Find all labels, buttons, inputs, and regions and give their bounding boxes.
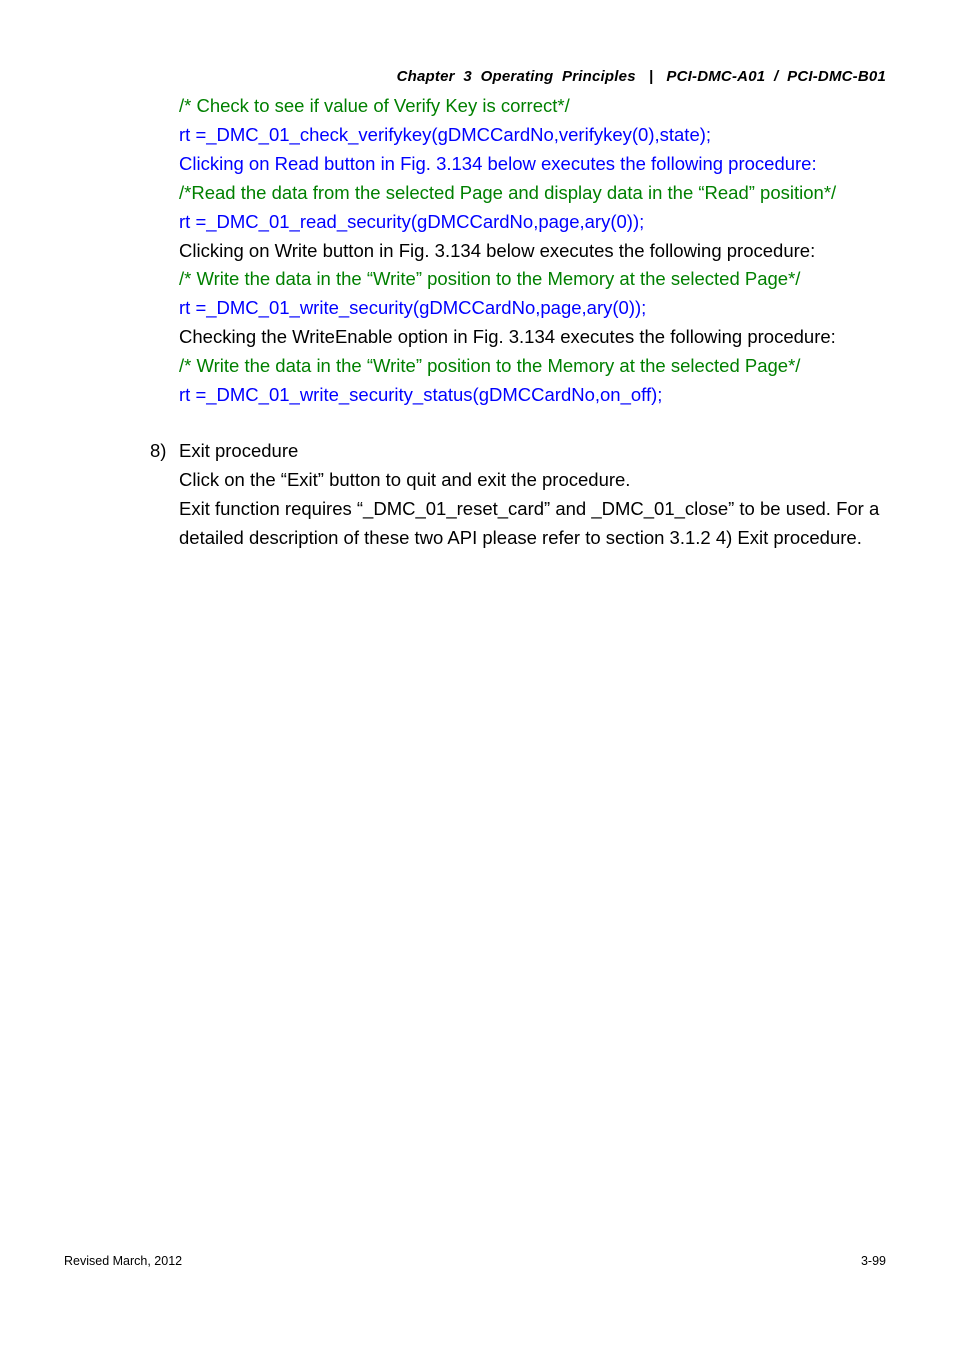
code-statement-line: rt =_DMC_01_write_security_status(gDMCCardNo,on_off); xyxy=(179,384,663,406)
header-product: PCI-DMC-A01 / PCI-DMC-B01 xyxy=(666,68,886,85)
code-comment-line: /*Read the data from the selected Page and display data in the “Read” position*/ xyxy=(179,181,837,203)
code-comment-line: /* Write the data in the “Write” position to the Memory at the selected Page*/ xyxy=(179,355,801,377)
procedure-description-line: Clicking on Write button in Fig. 3.134 below executes the following procedure: xyxy=(179,239,816,261)
code-statement-line: rt =_DMC_01_write_security(gDMCCardNo,page,ary(0)); xyxy=(179,297,647,319)
code-comment-line: /* Write the data in the “Write” position to the Memory at the selected Page*/ xyxy=(179,268,801,290)
procedure-description-line: Checking the WriteEnable option in Fig. 3.134 executes the following procedure: xyxy=(179,326,836,348)
list-item-paragraph: Exit function requires “_DMC_01_reset_card” and _DMC_01_close” to be used. For a detailed description of these two API please refer to section 3.1.2 4) Exit procedure. xyxy=(179,497,880,548)
running-header xyxy=(397,68,886,85)
code-comment-line: /* Check to see if value of Verify Key is correct*/ xyxy=(179,95,570,116)
code-statement-line: rt =_DMC_01_read_security(gDMCCardNo,page,ary(0)); xyxy=(179,210,645,232)
code-statement-line: rt =_DMC_01_check_verifykey(gDMCCardNo,verifykey(0),state); xyxy=(179,123,712,145)
list-item-text: Click on the “Exit” button to quit and exit the procedure. xyxy=(179,468,631,490)
header-chapter: Chapter 3 Operating Principles xyxy=(396,68,636,85)
footer-revision: Revised March, 2012 xyxy=(64,1254,183,1268)
code-description-block xyxy=(179,92,894,410)
list-item-exit-procedure xyxy=(150,437,894,553)
footer-page-number: 3-99 xyxy=(860,1254,886,1268)
list-item-number: 8) xyxy=(150,440,167,461)
header-separator: | xyxy=(648,68,654,85)
procedure-description-line: Clicking on Read button in Fig. 3.134 below executes the following procedure: xyxy=(179,152,817,174)
list-item-title: Exit procedure xyxy=(179,440,299,461)
